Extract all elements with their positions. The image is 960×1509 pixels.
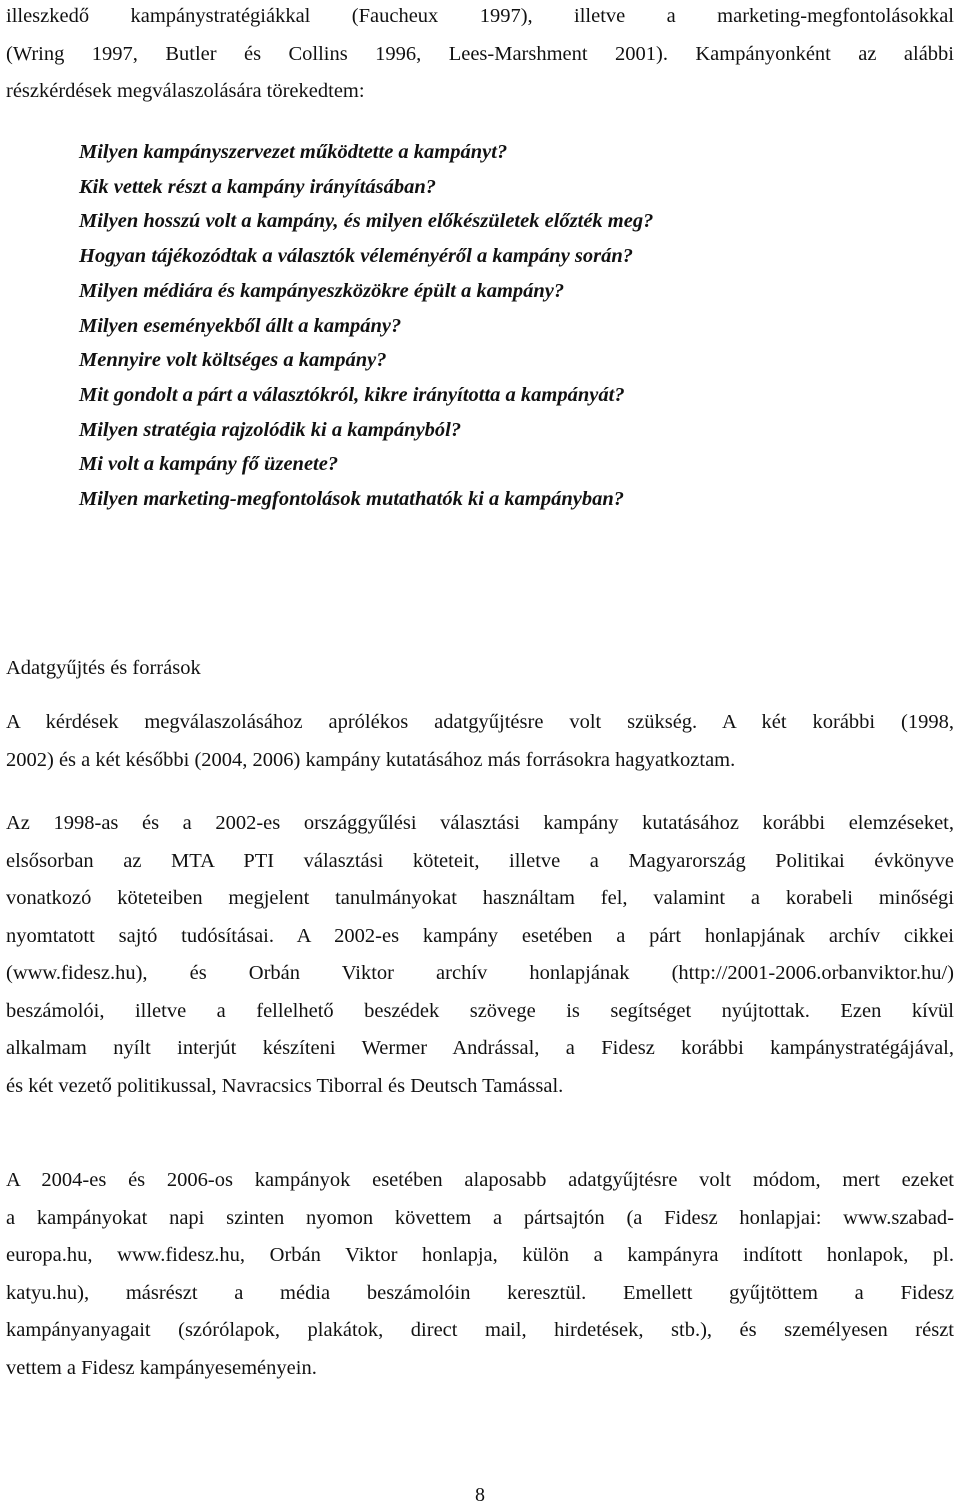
text-line: A 2004-es és 2006-os kampányok esetében alaposabb adatgyűjtésre volt módom, mert ezeket bbox=[6, 1169, 954, 1191]
body-paragraph bbox=[6, 805, 954, 1105]
text-line: alkalmam nyílt interjút készíteni Wermer Andrással, a Fidesz korábbi kampánystratégájával, bbox=[6, 1037, 954, 1059]
question-item: Milyen médiára és kampányeszközökre épült a kampány? bbox=[79, 279, 565, 302]
question-item: Mi volt a kampány fő üzenete? bbox=[79, 453, 339, 476]
research-questions-list bbox=[79, 135, 939, 517]
text-line: 2002) és a két későbbi (2004, 2006) kampány kutatásához más forrásokra hagyatkoztam. bbox=[6, 748, 736, 771]
text-line: katyu.hu), másrészt a média beszámolóin keresztül. Emellett gyűjtöttem a Fidesz bbox=[6, 1281, 954, 1304]
text-line: kampányanyagait (szórólapok, plakátok, direct mail, hirdetések, stb.), és személyesen részt bbox=[6, 1319, 954, 1341]
text-line: nyomtatott sajtó tudósításai. A 2002-es kampány esetében a párt honlapjának archív cikkei bbox=[6, 924, 954, 947]
question-item: Milyen hosszú volt a kampány, és milyen előkészületek előzték meg? bbox=[79, 210, 654, 233]
text-line: (www.fidesz.hu), és Orbán Viktor archív honlapjának (http://2001-2006.orbanviktor.hu/) bbox=[6, 962, 954, 984]
question-item: Milyen eseményekből állt a kampány? bbox=[79, 314, 402, 337]
question-item: Hogyan tájékozódtak a választók véleményéről a kampány során? bbox=[79, 245, 634, 268]
text-line: és két vezető politikussal, Navracsics Tiborral és Deutsch Tamással. bbox=[6, 1074, 564, 1097]
text-line: elsősorban az MTA PTI választási köteteit, illetve a Magyarország Politikai évkönyve bbox=[6, 849, 954, 872]
body-paragraph bbox=[6, 1162, 954, 1387]
text-line: beszámolói, illetve a fellelhető beszédek szövege is segítséget nyújtottak. Ezen kívül bbox=[6, 999, 954, 1022]
question-item: Milyen marketing-megfontolások mutathatók ki a kampányban? bbox=[79, 488, 625, 511]
text-line: illeszkedő kampánystratégiákkal (Faucheux 1997), illetve a marketing-megfontolásokkal bbox=[6, 5, 954, 27]
question-item: Kik vettek részt a kampány irányításában? bbox=[79, 175, 437, 198]
text-line: europa.hu, www.fidesz.hu, Orbán Viktor honlapja, külön a kampányra indított honlapok, pl. bbox=[6, 1244, 954, 1266]
text-line: a kampányokat napi szinten nyomon követtem a pártsajtón (a Fidesz honlapjai: www.szabad- bbox=[6, 1206, 954, 1229]
text-line: (Wring 1997, Butler és Collins 1996, Lees-Marshment 2001). Kampányonként az alábbi bbox=[6, 42, 954, 65]
text-line: vettem a Fidesz kampányeseményein. bbox=[6, 1356, 317, 1379]
question-item: Milyen kampányszervezet működtette a kampányt? bbox=[79, 141, 508, 163]
text-line: A kérdések megválaszolásához aprólékos adatgyűjtésre volt szükség. A két korábbi (1998, bbox=[6, 711, 954, 733]
intro-paragraph bbox=[6, 0, 954, 111]
question-item: Mennyire volt költséges a kampány? bbox=[79, 349, 387, 372]
section-heading: Adatgyűjtés és források bbox=[6, 657, 201, 679]
page-number: 8 bbox=[475, 1484, 485, 1506]
question-item: Mit gondolt a párt a választókról, kikre irányította a kampányát? bbox=[79, 383, 625, 406]
body-paragraph bbox=[6, 704, 954, 779]
text-line: részkérdések megválaszolására törekedtem: bbox=[6, 80, 365, 102]
text-line: vonatkozó köteteiben megjelent tanulmányokat használtam fel, valamint a korabeli minőségi bbox=[6, 887, 954, 909]
text-line: Az 1998-as és a 2002-es országgyűlési választási kampány kutatásához korábbi elemzéseket, bbox=[6, 812, 954, 834]
question-item: Milyen stratégia rajzolódik ki a kampányból? bbox=[79, 418, 462, 441]
